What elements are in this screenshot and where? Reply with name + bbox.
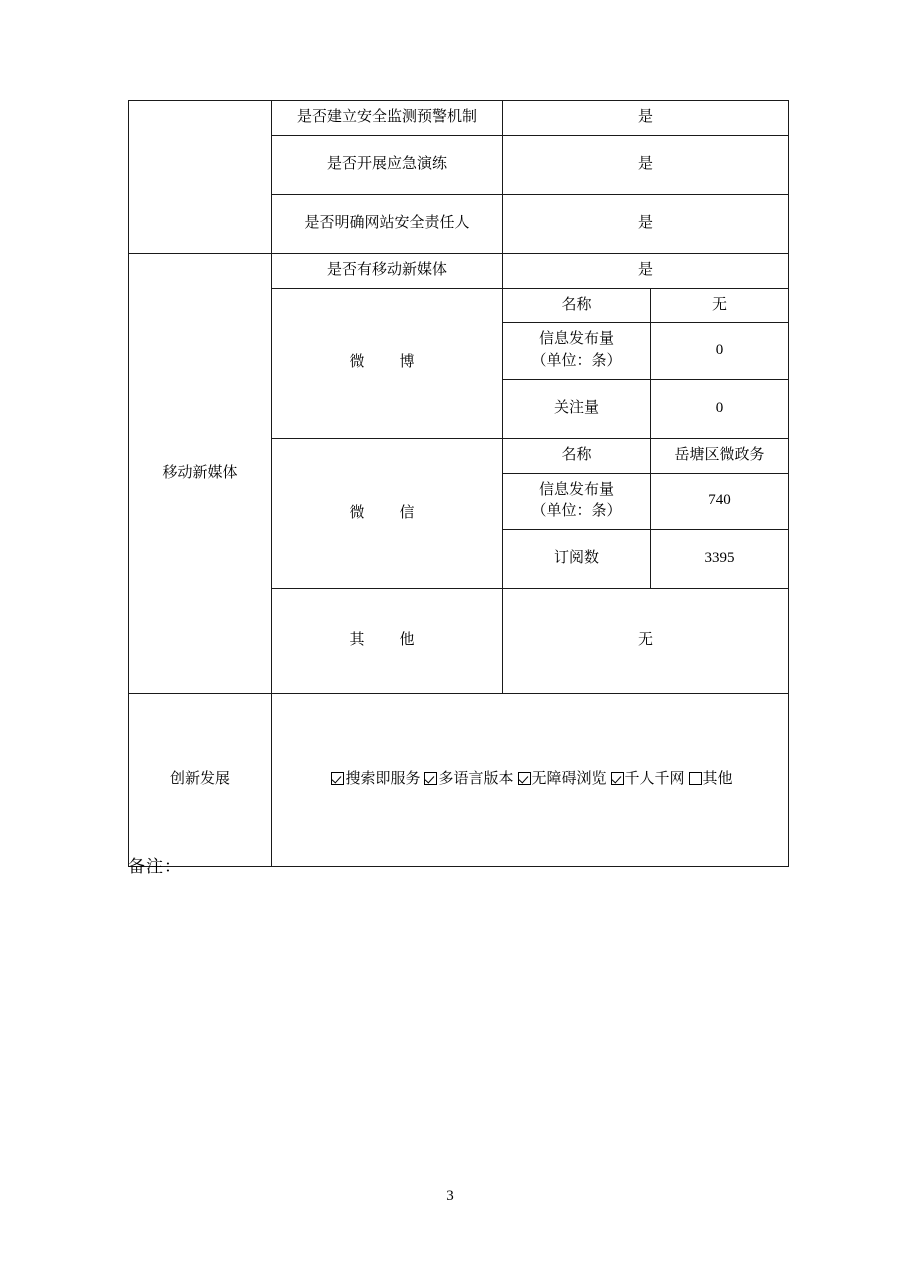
checkbox-multilingual-icon[interactable]: [424, 772, 437, 785]
weixin-subscribe-value: 3395: [651, 530, 789, 589]
innovation-option-label-2: 无障碍浏览: [531, 771, 607, 788]
other-media-value: 无: [503, 589, 789, 694]
website-report-table: [128, 100, 789, 867]
table-row: [129, 253, 789, 288]
checkbox-accessibility-icon[interactable]: [518, 772, 531, 785]
weixin-subscribe-label: 订阅数: [503, 530, 651, 589]
security-group-cell: [129, 101, 272, 254]
innovation-option-label-4: 其他: [702, 771, 733, 788]
mobile-media-group-label: 移动新媒体: [129, 253, 272, 693]
weibo-follow-label: 关注量: [503, 379, 651, 438]
weixin-publish-value: 740: [651, 473, 789, 530]
weixin-name-label: 名称: [503, 438, 651, 473]
innovation-option-label-0: 搜索即服务: [345, 771, 421, 788]
innovation-option-label-1: 多语言版本: [438, 771, 514, 788]
has-mobile-media-label: 是否有移动新媒体: [272, 253, 503, 288]
checkbox-personalized-site-icon[interactable]: [611, 772, 624, 785]
checkbox-search-as-service-icon[interactable]: [331, 772, 344, 785]
weibo-publish-value: 0: [651, 323, 789, 380]
checkbox-other-icon[interactable]: [689, 772, 702, 785]
weibo-label: 微 博: [272, 288, 503, 438]
innovation-options-cell: [272, 694, 789, 867]
weibo-publish-label: [503, 323, 651, 380]
page-number: 3: [446, 1188, 454, 1204]
innovation-option-label-3: 千人千网: [624, 771, 685, 788]
table-row: [129, 694, 789, 867]
security-officer-label: 是否明确网站安全责任人: [272, 194, 503, 253]
weixin-publish-label: [503, 473, 651, 530]
table-row: [129, 101, 789, 136]
innovation-checkbox-list: [327, 769, 732, 791]
innovation-label: 创新发展: [129, 694, 272, 867]
emergency-drill-value: 是: [503, 135, 789, 194]
weibo-follow-value: 0: [651, 379, 789, 438]
weixin-label: 微 信: [272, 438, 503, 588]
security-monitoring-label: 是否建立安全监测预警机制: [272, 101, 503, 136]
other-media-label: 其 他: [272, 589, 503, 694]
weibo-publish-label-line2: （单位：条）: [531, 353, 622, 369]
weixin-name-value: 岳塘区微政务: [651, 438, 789, 473]
weibo-name-label: 名称: [503, 288, 651, 323]
has-mobile-media-value: 是: [503, 253, 789, 288]
weixin-publish-label-line1: 信息发布量: [538, 481, 614, 498]
weibo-publish-label-line1: 信息发布量: [538, 331, 614, 348]
remark-label: 备注：: [128, 857, 182, 876]
security-monitoring-value: 是: [503, 101, 789, 136]
weixin-publish-label-line2: （单位：条）: [531, 503, 622, 520]
weibo-name-value: 无: [651, 288, 789, 323]
emergency-drill-label: 是否开展应急演练: [272, 135, 503, 194]
security-officer-value: 是: [503, 194, 789, 253]
